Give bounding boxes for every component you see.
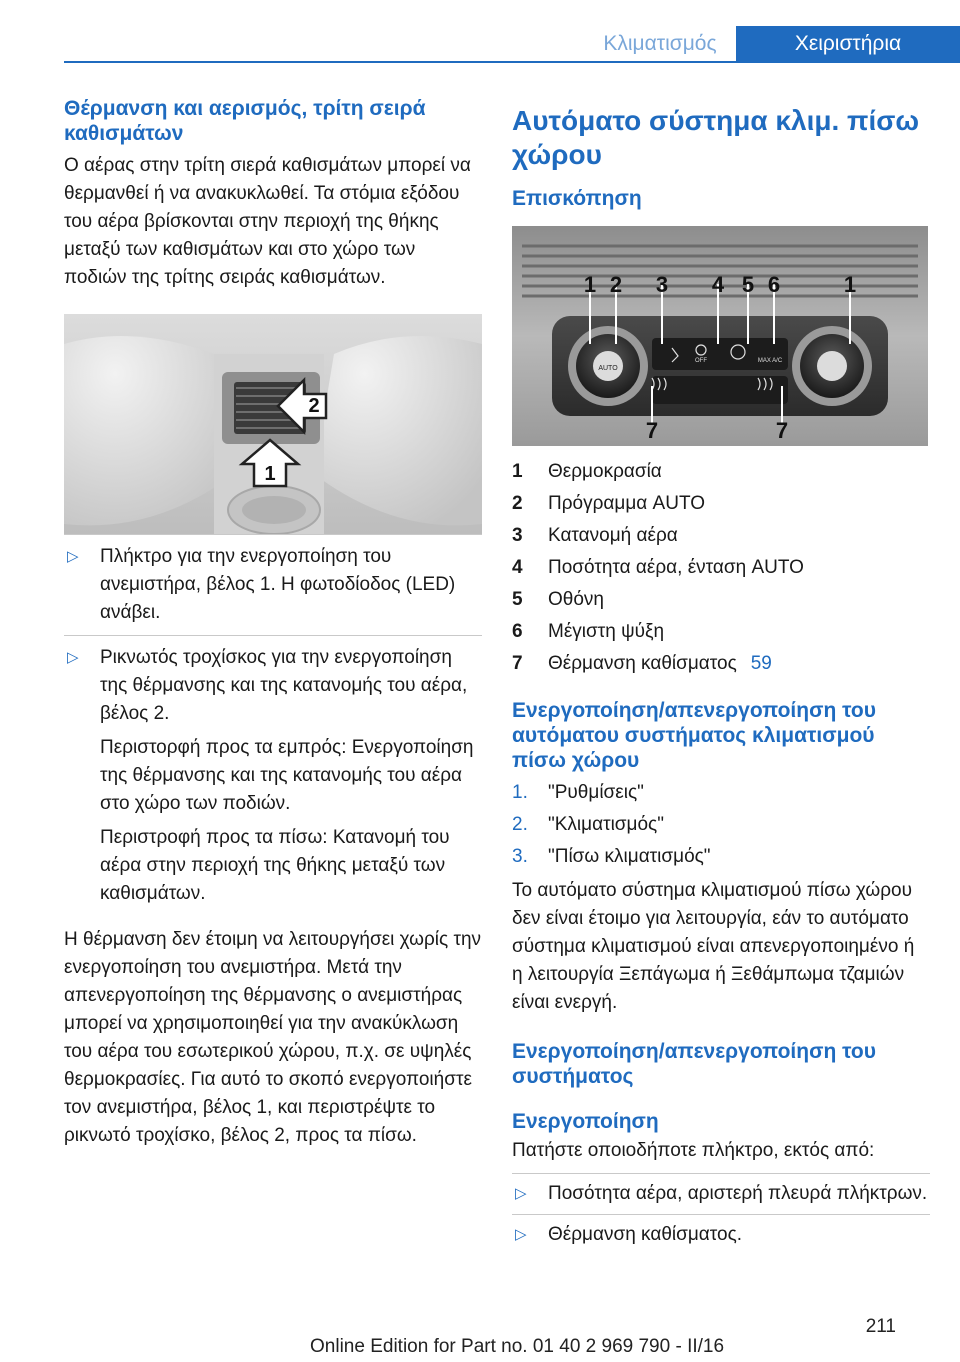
step-text: "Ρυθμίσεις"	[548, 782, 644, 803]
legend-item	[512, 488, 930, 520]
callout-6: 6	[767, 272, 781, 297]
step-number: 2.	[512, 814, 528, 835]
list-item	[64, 644, 482, 908]
step-item	[512, 777, 930, 809]
system-heading: Ενεργοποίηση/απενεργοποίηση του συστήματος	[512, 1040, 876, 1088]
legend-number: 6	[512, 621, 523, 642]
bullet-subtext: Περιστορφή προς τα εμπρός: Ενεργοποίηση της θέρμανσης και της κατανομής του αέρα στο χώρο των ποδιών.	[100, 737, 474, 814]
legend-number: 1	[512, 461, 523, 482]
rear-climate-panel-photo	[512, 226, 928, 446]
triangle-bullet-icon: ▷	[515, 1226, 527, 1243]
section-heading: Θέρμανση και αερισμός, τρίτη σειρά καθισμάτων	[64, 97, 426, 145]
legend-text: Πρόγραμμα AUTO	[548, 493, 705, 514]
bullet-text: Ρικνωτός τροχίσκος για την ενεργοποίηση της θέρμανσης και της κατανομής του αέρα, βέλος 2.	[100, 647, 468, 724]
legend-text: Κατανομή αέρα	[548, 525, 678, 546]
callout-1: 1	[583, 272, 597, 297]
list-item	[512, 1221, 930, 1249]
triangle-bullet-icon: ▷	[67, 548, 79, 565]
panel-auto-text: AUTO	[598, 365, 618, 372]
callout-4: 4	[711, 272, 725, 297]
step-item	[512, 841, 930, 873]
activate-paragraph: Πατήστε οποιοδήποτε πλήκτρο, εκτός από:	[512, 1140, 875, 1161]
right-column	[512, 96, 930, 1249]
bullet-text: Θέρμανση καθίσματος.	[548, 1224, 742, 1245]
callout-7b: 7	[775, 418, 789, 443]
legend-text: Θέρμανση καθίσματος	[548, 653, 737, 674]
legend-number: 5	[512, 589, 523, 610]
panel-off-text: OFF	[695, 358, 707, 364]
panel-max-text: MAX A/C	[757, 358, 783, 364]
photo-label-2: 2	[308, 395, 320, 417]
page-title: Αυτόματο σύστημα κλιμ. πίσω χώρου	[512, 105, 920, 170]
third-row-vent-photo	[64, 314, 482, 534]
photo-label-1: 1	[264, 463, 276, 485]
separator	[64, 635, 482, 636]
legend-number: 4	[512, 557, 523, 578]
legend-text: Οθόνη	[548, 589, 604, 610]
note-paragraph: Το αυτόματο σύστημα κλιματισμού πίσω χώρου δεν είναι έτοιμο για λειτουργία, εάν το αυτόματο σύστημα κλιματισμού είναι απενεργοποιημένο ή η λειτουργία Ξεπάγωμα ή Ξεθάμπωμα τζαμιών είναι ενεργή.	[512, 880, 915, 1013]
separator	[512, 1173, 930, 1174]
legend-text: Μέγιστη ψύξη	[548, 621, 665, 642]
list-item	[512, 1180, 930, 1208]
bullet-text: Ποσότητα αέρα, αριστερή πλευρά πλήκτρων.	[548, 1183, 928, 1204]
chapter-tab[interactable]: Χειριστήρια	[736, 26, 960, 62]
legend-item	[512, 648, 930, 680]
legend-item	[512, 520, 930, 552]
bullet-list	[512, 1180, 930, 1208]
legend-item	[512, 584, 930, 616]
callout-1b: 1	[843, 272, 857, 297]
header-bar	[0, 0, 960, 62]
legend-number: 2	[512, 493, 523, 514]
vent-photo-svg	[64, 314, 482, 534]
page-number: 211	[865, 1316, 896, 1337]
bullet-list	[64, 644, 482, 908]
step-item	[512, 809, 930, 841]
callout-7a: 7	[645, 418, 659, 443]
step-text: "Κλιματισμός"	[548, 814, 664, 835]
overview-heading: Επισκόπηση	[512, 187, 642, 210]
step-number: 3.	[512, 846, 528, 867]
separator	[64, 534, 482, 535]
header-rule	[64, 61, 960, 63]
section-tab[interactable]: Κλιματισμός	[603, 32, 717, 55]
steps-list	[512, 777, 930, 873]
triangle-bullet-icon: ▷	[515, 1185, 527, 1202]
left-column	[64, 96, 482, 1150]
step-number: 1.	[512, 782, 528, 803]
page-reference-link[interactable]: 59	[750, 653, 772, 674]
edition-footer: Online Edition for Part no. 01 40 2 969 790 - II/16	[310, 1336, 725, 1357]
step-text: "Πίσω κλιματισμός"	[548, 846, 711, 867]
bullet-subtext: Περιστροφή προς τα πίσω: Κατανομή του αέρα στην περιοχή της θήκης μεταξύ των καθισμάτων.	[100, 827, 450, 904]
legend-list	[512, 456, 930, 680]
legend-number: 3	[512, 525, 523, 546]
legend-item	[512, 456, 930, 488]
callout-3: 3	[655, 272, 669, 297]
list-item	[64, 543, 482, 627]
legend-item	[512, 616, 930, 648]
separator	[512, 1214, 930, 1215]
legend-text: Ποσότητα αέρα, ένταση AUTO	[548, 557, 804, 578]
activate-heading: Ενεργοποίηση	[512, 1110, 659, 1133]
bullet-text: Πλήκτρο για την ενεργοποίηση του ανεμιστήρα, βέλος 1. Η φωτοδίοδος (LED) ανάβει.	[100, 546, 456, 623]
panel-photo-svg	[512, 226, 928, 446]
intro-paragraph: Ο αέρας στην τρίτη σιερά καθισμάτων μπορεί να θερμανθεί ή να ανακυκλωθεί. Τα στόμια εξόδου του αέρα βρίσκονται στην περιοχή της θήκης μεταξύ των καθισμάτων και στο χώρο των ποδιών της τρίτης σειράς καθισμάτων.	[64, 155, 471, 288]
callout-2: 2	[609, 272, 623, 297]
triangle-bullet-icon: ▷	[67, 649, 79, 666]
legend-item	[512, 552, 930, 584]
onoff-heading: Ενεργοποίηση/απενεργοποίηση του αυτόματου συστήματος κλιματισμού πίσω χώρου	[512, 699, 876, 772]
legend-text: Θερμοκρασία	[548, 461, 662, 482]
callout-5: 5	[741, 272, 755, 297]
closing-paragraph: Η θέρμανση δεν έτοιμη να λειτουργήσει χωρίς την ενεργοποίηση του ανεμιστήρα. Μετά την απενεργοποίηση της θέρμανσης ο ανεμιστήρας μπορεί να χρησιμοποιηθεί για την ανακύκλωση του αέρα του εσωτερικού χώρου, π.χ. σε υψηλές θερμοκρασίες. Για αυτό το σκοπό ενεργοποιήστε τον ανεμιστήρα, βέλος 1, και περιστρέψτε το ρικνωτό τροχίσκο, βέλος 2, προς τα πίσω.	[64, 929, 482, 1146]
bullet-list	[512, 1221, 930, 1249]
legend-number: 7	[512, 653, 523, 674]
bullet-list	[64, 543, 482, 627]
